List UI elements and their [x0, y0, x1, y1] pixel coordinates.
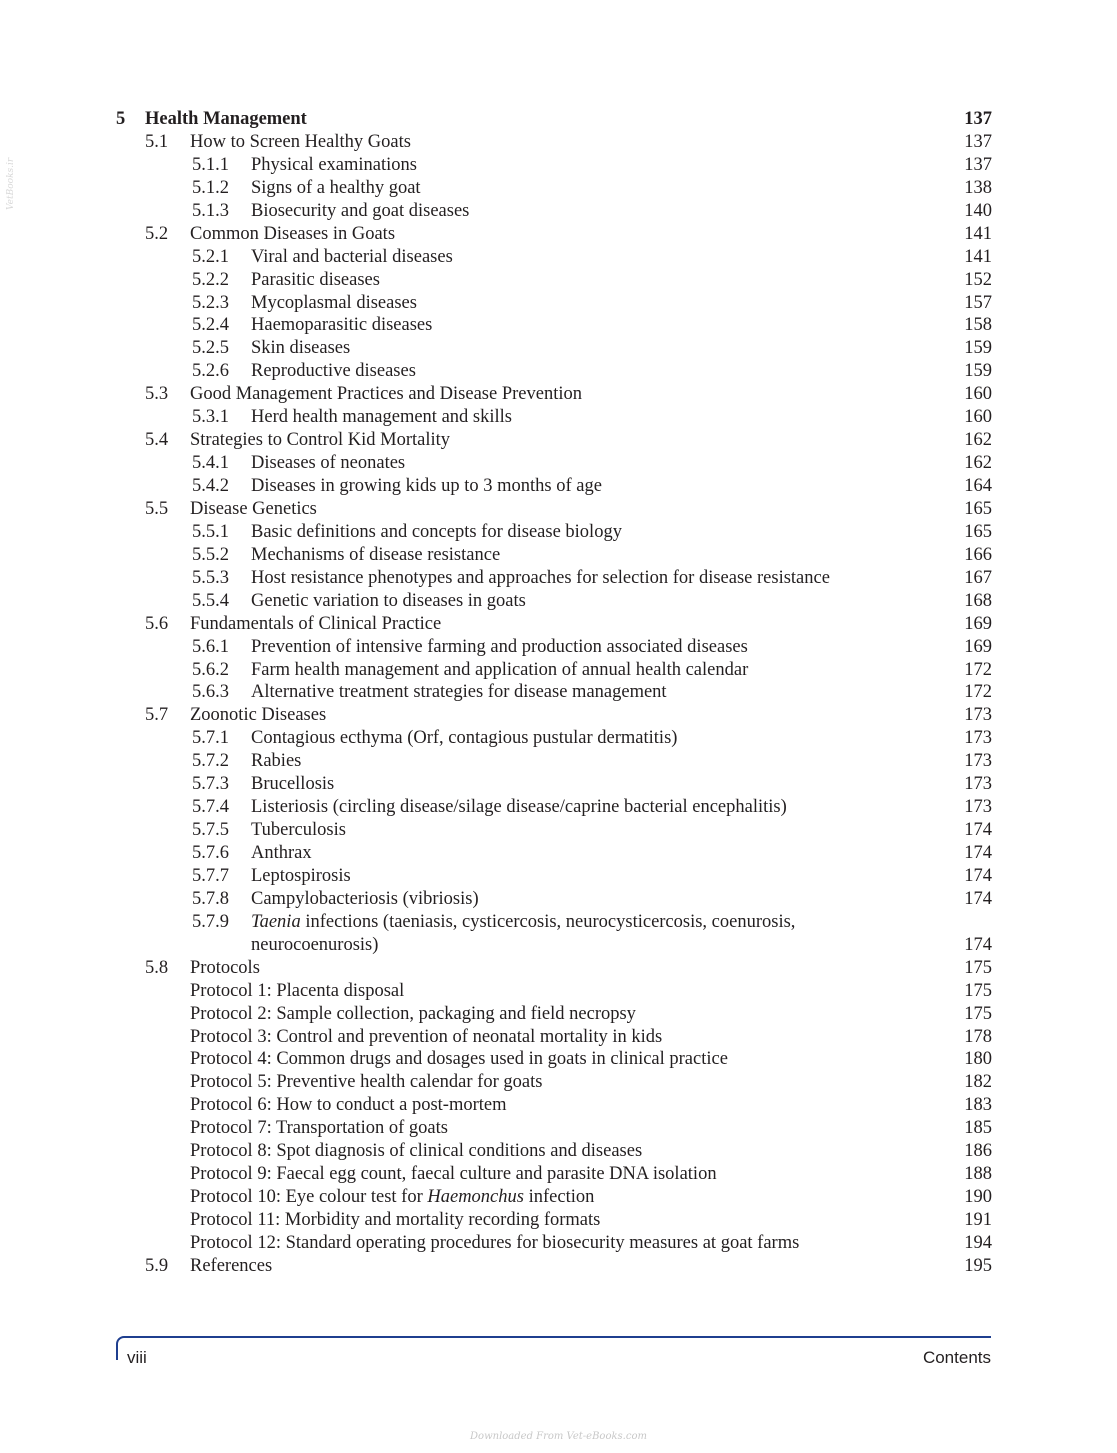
toc-title: Anthrax [251, 843, 312, 863]
toc-number: 5.2.5 [192, 338, 229, 359]
toc-title: Contagious ecthyma (Orf, contagious pustular dermatitis) [251, 728, 678, 749]
toc-number: 5.5.1 [192, 521, 229, 542]
toc-number: 5.2.2 [192, 269, 229, 290]
toc-title: Prevention of intensive farming and production associated diseases [251, 636, 748, 657]
toc-page: 137 [964, 154, 992, 175]
toc-title: Protocols [190, 957, 260, 978]
toc-title: Fundamentals of Clinical Practice [190, 613, 442, 634]
toc-number: 5.6.1 [192, 636, 229, 657]
toc-title: Herd health management and skills [251, 407, 512, 428]
bottom-watermark: Downloaded From Vet-eBooks.com [470, 1431, 647, 1442]
toc-number: 5.5.3 [192, 567, 229, 588]
toc-subsection-5-5-2[interactable] [116, 544, 992, 567]
toc-page: 169 [964, 636, 992, 657]
toc-page: 166 [964, 544, 992, 565]
toc-title: Protocol 11: Morbidity and mortality recording formats [190, 1210, 601, 1230]
toc-section-5-6[interactable] [116, 613, 992, 636]
toc-title: Disease Genetics [190, 498, 317, 519]
toc-number: 5.7.5 [192, 820, 229, 841]
toc-subsection-5-2-3[interactable] [116, 292, 992, 315]
toc-subsection-5-5-1[interactable] [116, 521, 992, 544]
toc-title-italic: Taenia [251, 911, 301, 932]
toc-title: Genetic variation to diseases in goats [251, 590, 526, 611]
toc-number: 5.2.4 [192, 315, 229, 336]
toc-title: Protocol 12: Standard operating procedures for biosecurity measures at goat farms [190, 1232, 800, 1253]
toc-subsection-5-7-7[interactable] [116, 865, 992, 888]
toc-number: 5.1.2 [192, 177, 229, 198]
toc-page: 165 [964, 521, 992, 542]
toc-page: 180 [964, 1049, 992, 1070]
toc-title: Signs of a healthy goat [251, 177, 421, 198]
toc-page: 137 [964, 109, 992, 129]
toc-title: Strategies to Control Kid Mortality [190, 430, 451, 451]
toc-title: Protocol 1: Placenta disposal [190, 980, 405, 1001]
toc-number: 5.6.3 [192, 682, 229, 703]
toc-number: 5.4.1 [192, 453, 229, 474]
toc-page: 195 [964, 1255, 992, 1276]
toc-page: 160 [964, 407, 992, 428]
toc-page: 173 [964, 705, 992, 726]
toc-page: 174 [964, 934, 992, 955]
toc-page: 191 [964, 1210, 992, 1230]
toc-page: 159 [964, 361, 992, 382]
toc-protocol-7[interactable] [116, 1117, 992, 1140]
toc-subsection-5-7-9-continued[interactable] [116, 934, 992, 957]
toc-title [251, 911, 795, 934]
toc-page: 162 [964, 453, 992, 474]
toc-subsection-5-6-2[interactable] [116, 659, 992, 682]
toc-number: 5.7.1 [192, 728, 229, 749]
toc-subsection-5-2-5[interactable] [116, 337, 992, 360]
toc-title: Mechanisms of disease resistance [251, 544, 501, 565]
toc-page: 138 [964, 177, 992, 198]
toc-page: 173 [964, 774, 992, 795]
footer-page-number: viii [127, 1348, 147, 1367]
toc-title: Parasitic diseases [251, 269, 380, 290]
toc-section-5-9[interactable] [116, 1255, 992, 1278]
toc-subsection-5-4-1[interactable] [116, 452, 992, 475]
toc-section-5-4[interactable] [116, 429, 992, 452]
toc-page: 175 [964, 980, 992, 1001]
toc-subsection-5-7-5[interactable] [116, 819, 992, 842]
toc-subsection-5-5-3[interactable] [116, 567, 992, 590]
toc-title: Reproductive diseases [251, 361, 416, 382]
footer-section-label: Contents [922, 1348, 991, 1367]
toc-title: How to Screen Healthy Goats [190, 131, 411, 152]
toc-section-5-2[interactable] [116, 223, 992, 246]
toc-title: Protocol 3: Control and prevention of neonatal mortality in kids [190, 1026, 663, 1047]
toc-title: Campylobacteriosis (vibriosis) [251, 888, 479, 909]
toc-number: 5.6 [145, 613, 169, 634]
toc-title: Diseases of neonates [251, 453, 406, 474]
toc-page: 152 [964, 269, 992, 290]
toc-title-pre: Protocol 10: Eye colour test for [190, 1187, 428, 1208]
toc-title-italic: Haemonchus [427, 1187, 524, 1208]
toc-protocol-11[interactable] [116, 1209, 992, 1232]
toc-title [190, 1186, 594, 1209]
toc-title-continued: neurocoenurosis) [251, 934, 379, 955]
toc-section-5-5[interactable] [116, 498, 992, 521]
toc-page: 173 [964, 728, 992, 749]
toc-subsection-5-7-1[interactable] [116, 727, 992, 750]
toc-title: Haemoparasitic diseases [251, 315, 433, 336]
toc-number: 5.5 [145, 498, 169, 519]
toc-subsection-5-5-4[interactable] [116, 590, 992, 613]
toc-number: 5.1.1 [192, 154, 229, 175]
toc-title: Protocol 8: Spot diagnosis of clinical conditions and diseases [190, 1141, 643, 1162]
toc-subsection-5-1-2[interactable] [116, 177, 992, 200]
toc-title-post: infection [523, 1187, 595, 1208]
toc-title: Host resistance phenotypes and approaches for selection for disease resistance [251, 567, 830, 588]
toc-number: 5 [116, 109, 126, 129]
toc-title: Good Management Practices and Disease Prevention [190, 384, 582, 405]
toc-number: 5.7.7 [192, 865, 229, 886]
toc-number: 5.5.2 [192, 544, 229, 565]
toc-subsection-5-2-2[interactable] [116, 269, 992, 292]
toc-page: 167 [964, 567, 992, 588]
toc-protocol-9[interactable] [116, 1163, 992, 1186]
toc-page: 173 [964, 751, 992, 772]
toc-section-5-3[interactable] [116, 383, 992, 406]
toc-page: 158 [964, 315, 992, 336]
toc-number: 5.8 [145, 957, 169, 978]
toc-page: 174 [964, 843, 992, 863]
toc-title: Farm health management and application of annual health calendar [251, 659, 749, 680]
toc-page: 141 [964, 223, 992, 244]
toc-title: Zoonotic Diseases [190, 705, 327, 726]
toc-number: 5.7 [145, 705, 169, 726]
toc-section-5-8[interactable] [116, 957, 992, 980]
toc-title: Brucellosis [251, 774, 335, 795]
toc-number: 5.7.9 [192, 911, 229, 932]
toc-page: 162 [964, 430, 992, 451]
toc-title: Diseases in growing kids up to 3 months of age [251, 476, 602, 496]
toc-page: 194 [964, 1232, 992, 1253]
toc-title: Skin diseases [251, 338, 351, 359]
toc-title-rest: infections (taeniasis, cysticercosis, neurocysticercosis, coenurosis, [300, 911, 796, 932]
toc-page: 160 [964, 384, 992, 405]
toc-number: 5.9 [145, 1255, 169, 1276]
toc-page: 157 [964, 292, 992, 313]
toc-subsection-5-3-1[interactable] [116, 406, 992, 429]
toc-page: 185 [964, 1118, 992, 1139]
toc-number: 5.3 [145, 384, 169, 405]
toc-number: 5.2 [145, 223, 169, 244]
toc-title: Health Management [145, 109, 307, 129]
toc-number: 5.2.3 [192, 292, 229, 313]
toc-protocol-10[interactable] [116, 1186, 992, 1209]
toc-title: Physical examinations [251, 154, 417, 175]
toc-page: 172 [964, 659, 992, 680]
toc-title: Basic definitions and concepts for disease biology [251, 521, 622, 542]
toc-page: 172 [964, 682, 992, 703]
toc-page: 169 [964, 613, 992, 634]
toc-section-5-7[interactable] [116, 704, 992, 727]
toc-subsection-5-2-6[interactable] [116, 360, 992, 383]
toc-page: 137 [964, 131, 992, 152]
toc-title: Mycoplasmal diseases [251, 292, 417, 313]
toc-subsection-5-7-9[interactable] [116, 911, 992, 934]
toc-subsection-5-7-8[interactable] [116, 888, 992, 911]
toc-title: Protocol 7: Transportation of goats [190, 1118, 448, 1139]
toc-subsection-5-4-2[interactable] [116, 475, 992, 498]
toc-protocol-3[interactable] [116, 1026, 992, 1049]
toc-title: Protocol 4: Common drugs and dosages used in goats in clinical practice [190, 1049, 728, 1070]
toc-subsection-5-7-3[interactable] [116, 773, 992, 796]
toc-title: Protocol 9: Faecal egg count, faecal culture and parasite DNA isolation [190, 1164, 717, 1185]
toc-number: 5.7.4 [192, 797, 229, 818]
toc-subsection-5-6-1[interactable] [116, 636, 992, 659]
toc-page: 186 [964, 1141, 992, 1162]
toc-page: 141 [964, 246, 992, 267]
toc-number: 5.5.4 [192, 590, 229, 611]
toc-page: 159 [964, 338, 992, 359]
toc-subsection-5-7-2[interactable] [116, 750, 992, 773]
toc-protocol-5[interactable] [116, 1071, 992, 1094]
toc-number: 5.3.1 [192, 407, 229, 428]
toc-number: 5.7.3 [192, 774, 229, 795]
footer-rule [116, 1336, 991, 1360]
toc-title: Common Diseases in Goats [190, 223, 396, 244]
toc-section-5-1[interactable] [116, 131, 992, 154]
toc-page: 174 [964, 865, 992, 886]
toc-title: Protocol 6: How to conduct a post-mortem [190, 1095, 507, 1116]
toc-protocol-8[interactable] [116, 1140, 992, 1163]
toc-subsection-5-1-3[interactable] [116, 200, 992, 223]
toc-subsection-5-2-1[interactable] [116, 246, 992, 269]
table-of-contents [116, 108, 992, 1278]
toc-number: 5.7.6 [192, 843, 229, 863]
toc-protocol-12[interactable] [116, 1232, 992, 1255]
toc-subsection-5-1-1[interactable] [116, 154, 992, 177]
toc-protocol-6[interactable] [116, 1094, 992, 1117]
toc-protocol-1[interactable] [116, 980, 992, 1003]
toc-protocol-4[interactable] [116, 1048, 992, 1071]
toc-page: 182 [964, 1072, 992, 1093]
toc-number: 5.1 [145, 131, 169, 152]
toc-page: 165 [964, 498, 992, 519]
toc-protocol-2[interactable] [116, 1003, 992, 1026]
toc-title: Biosecurity and goat diseases [251, 200, 470, 221]
toc-title: Protocol 2: Sample collection, packaging and field necropsy [190, 1003, 636, 1024]
side-watermark: VetBooks.ir [6, 157, 16, 210]
toc-page: 175 [964, 957, 992, 978]
toc-title: Viral and bacterial diseases [251, 246, 453, 267]
toc-page: 140 [964, 200, 992, 221]
toc-subsection-5-2-4[interactable] [116, 314, 992, 337]
toc-page: 175 [964, 1003, 992, 1024]
toc-number: 5.1.3 [192, 200, 229, 221]
toc-title: Alternative treatment strategies for disease management [251, 682, 667, 703]
toc-page: 183 [964, 1095, 992, 1116]
toc-number: 5.7.8 [192, 888, 229, 909]
toc-number: 5.4 [145, 430, 169, 451]
toc-page: 173 [964, 797, 992, 818]
toc-page: 164 [964, 476, 992, 496]
toc-number: 5.2.1 [192, 246, 229, 267]
toc-title: References [190, 1255, 273, 1276]
toc-chapter-5[interactable] [116, 108, 992, 131]
toc-subsection-5-7-4[interactable] [116, 796, 992, 819]
toc-title: Leptospirosis [251, 865, 351, 886]
toc-number: 5.7.2 [192, 751, 229, 772]
toc-page: 190 [964, 1187, 992, 1208]
toc-title: Listeriosis (circling disease/silage disease/caprine bacterial encephalitis) [251, 797, 787, 818]
toc-title: Rabies [251, 751, 302, 772]
toc-subsection-5-6-3[interactable] [116, 681, 992, 704]
toc-number: 5.6.2 [192, 659, 229, 680]
toc-subsection-5-7-6[interactable] [116, 842, 992, 865]
toc-number: 5.2.6 [192, 361, 229, 382]
toc-page: 174 [964, 888, 992, 909]
toc-page: 168 [964, 590, 992, 611]
toc-page: 188 [964, 1164, 992, 1185]
toc-page: 178 [964, 1026, 992, 1047]
toc-title: Protocol 5: Preventive health calendar for goats [190, 1072, 543, 1093]
toc-number: 5.4.2 [192, 476, 229, 496]
toc-page: 174 [964, 820, 992, 841]
toc-title: Tuberculosis [251, 820, 346, 841]
